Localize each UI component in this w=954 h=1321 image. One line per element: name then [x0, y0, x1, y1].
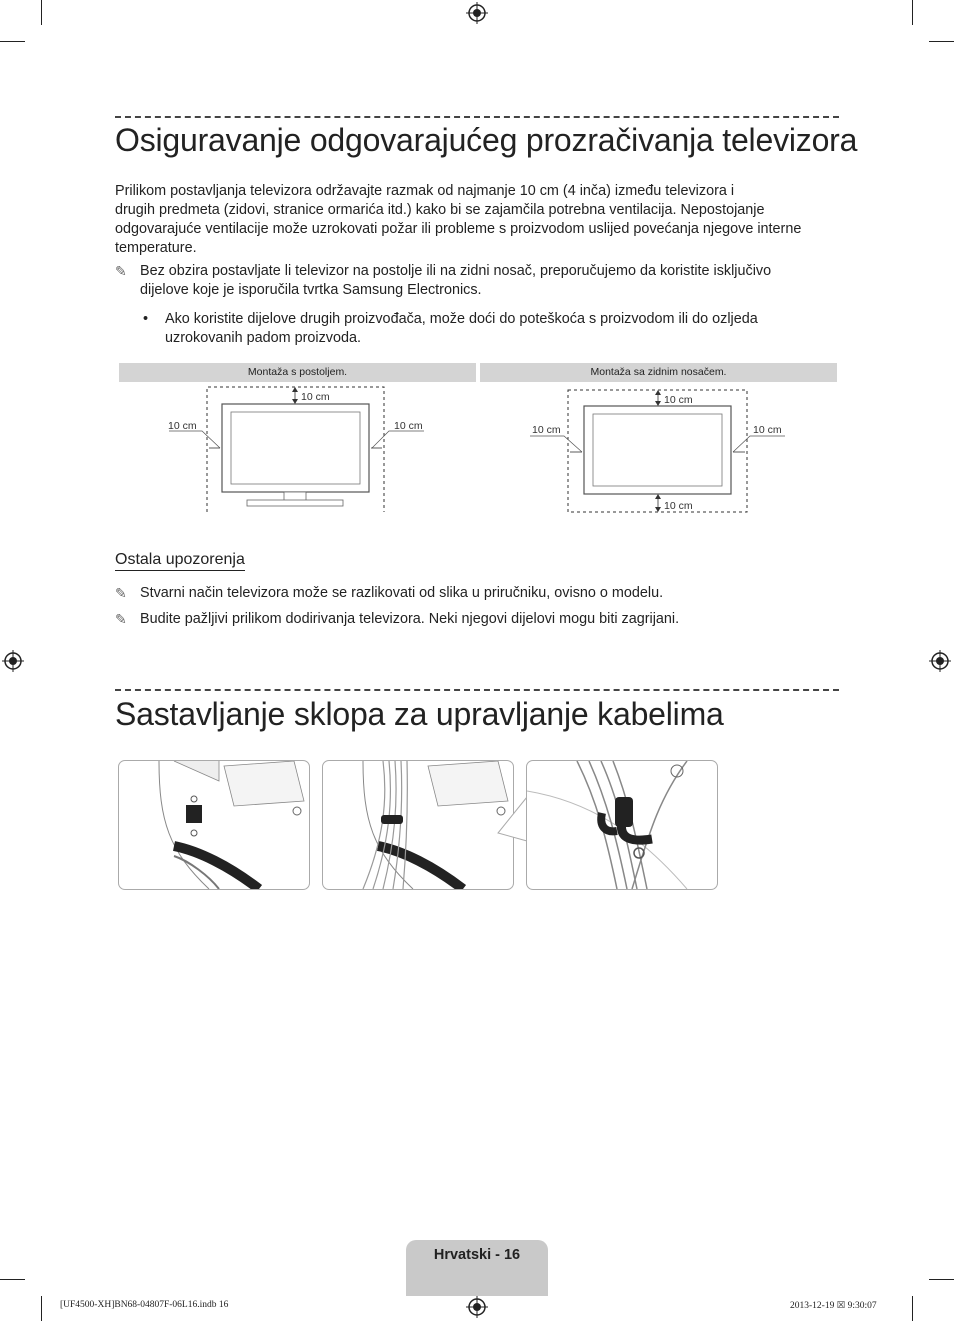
page-number: Hrvatski - 16: [433, 1247, 521, 1263]
note-samsung-parts: [115, 262, 845, 300]
note-hot-parts: [115, 610, 845, 629]
bullet-line: Ako koristite dijelove drugih proizvođača, može doći do poteškoća s proizvodom ili do ozljeda: [165, 311, 758, 327]
top-clearance-label: 10 cm: [664, 394, 693, 406]
registration-mark-icon: [466, 1296, 488, 1318]
section-title: Sastavljanje sklopa za upravljanje kabelima: [115, 696, 724, 732]
note-line: dijelove koje je isporučila tvrtka Samsung Electronics.: [140, 282, 482, 298]
top-clearance-label: 10 cm: [301, 391, 330, 403]
section-title: Osiguravanje odgovarajućeg prozračivanja televizora: [115, 122, 858, 158]
cable-step-1-image: [118, 760, 310, 890]
bullet-line: uzrokovanih padom proizvoda.: [165, 330, 361, 346]
wall-mount-caption: Montaža sa zidnim nosačem.: [480, 363, 837, 382]
print-file-info: [UF4500-XH]BN68-04807F-06L16.indb 16: [60, 1300, 229, 1310]
bullet-icon: •: [143, 311, 149, 327]
crop-mark: [912, 0, 913, 25]
bullet-text: [165, 310, 840, 348]
print-date-info: 2013-12-19 ☒ 9:30:07: [790, 1301, 877, 1311]
wall-mount-diagram: [480, 382, 837, 514]
crop-mark: [41, 1296, 42, 1321]
other-warnings-title: Ostala upozorenja: [115, 551, 245, 571]
crop-mark: [929, 1279, 954, 1280]
crop-mark: [0, 1279, 25, 1280]
bullet-other-parts: [140, 310, 840, 348]
crop-mark: [929, 41, 954, 42]
paragraph-line: temperature.: [115, 240, 197, 256]
note-model-difference: [115, 584, 845, 603]
callout-pointer: [496, 795, 530, 845]
cable-step-2-image: [322, 760, 514, 890]
cable-step-3-image: [526, 760, 718, 890]
note-pencil-icon: ✎: [115, 611, 127, 627]
registration-mark-icon: [466, 2, 488, 24]
paragraph-line: Prilikom postavljanja televizora održavajte razmak od najmanje 10 cm (4 inča) između televizora i: [115, 183, 735, 199]
right-clearance-label: 10 cm: [394, 420, 423, 432]
note-text: [140, 262, 845, 300]
stand-mount-caption: Montaža s postoljem.: [119, 363, 476, 382]
note-text: Budite pažljivi prilikom dodirivanja televizora. Neki njegovi dijelovi mogu biti zagrijani.: [140, 611, 680, 627]
note-text: Stvarni način televizora može se razlikovati od slika u priručniku, ovisno o modelu.: [140, 585, 664, 601]
section-divider: [115, 116, 839, 118]
left-clearance-label: 10 cm: [532, 424, 561, 436]
note-pencil-icon: ✎: [115, 263, 127, 279]
stand-mount-diagram: [119, 382, 476, 514]
crop-mark: [41, 0, 42, 25]
left-clearance-label: 10 cm: [168, 420, 197, 432]
paragraph-line: odgovarajuće ventilacije može uzrokovati požar ili probleme s proizvodom uslijed povećanja njegove interne: [115, 221, 802, 237]
right-clearance-label: 10 cm: [753, 424, 782, 436]
note-line: Bez obzira postavljate li televizor na postolje ili na zidni nosač, preporučujemo da koristite isključivo: [140, 263, 772, 279]
bottom-clearance-label: 10 cm: [664, 500, 693, 512]
crop-mark: [912, 1296, 913, 1321]
ventilation-paragraph: [115, 182, 845, 258]
note-pencil-icon: ✎: [115, 585, 127, 601]
registration-mark-icon: [2, 650, 24, 672]
registration-mark-icon: [929, 650, 951, 672]
paragraph-line: drugih predmeta (zidovi, stranice ormarića itd.) kako bi se zajamčila potrebna ventilacija. Nepostojanje: [115, 202, 765, 218]
section-divider: [115, 689, 839, 691]
crop-mark: [0, 41, 25, 42]
